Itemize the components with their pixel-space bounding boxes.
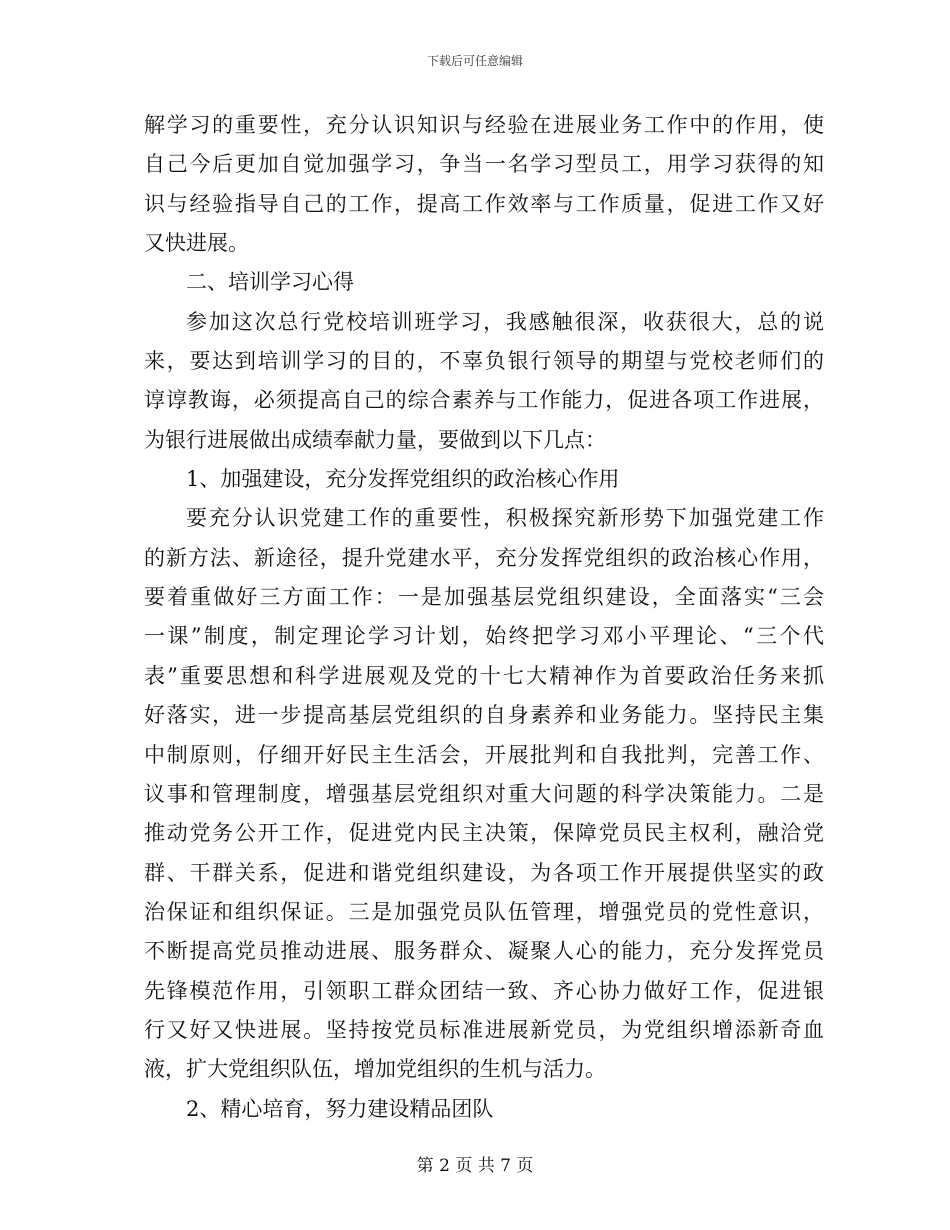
body-line: 表”重要思想和科学进展观及党的十七大精神作为首要政治任务来抓	[144, 663, 824, 688]
body-line: 来，要达到培训学习的目的，不辜负银行领导的期望与党校老师们的	[144, 349, 824, 374]
body-line: 一课”制度，制定理论学习计划，始终把学习邓小平理论、“三个代	[144, 624, 824, 649]
body-line: 又快进展。	[144, 231, 249, 256]
page-header: 下载后可任意编辑	[426, 54, 523, 68]
body-line: 行又好又快进展。坚持按党员标准进展新党员，为党组织增添新奇血	[144, 1017, 824, 1042]
subsection-heading: 2、精心培育，努力建设精品团队	[186, 1096, 494, 1121]
body-line: 要着重做好三方面工作：一是加强基层党组织建设，全面落实“三会	[144, 585, 824, 610]
body-line: 参加这次总行党校培训班学习，我感触很深，收获很大，总的说	[186, 309, 824, 334]
body-line: 要充分认识党建工作的重要性，积极探究新形势下加强党建工作	[186, 506, 824, 531]
body-line: 液，扩大党组织队伍，增加党组织的生机与活力。	[144, 1057, 606, 1082]
body-line: 好落实，进一步提高基层党组织的自身素养和业务能力。坚持民主集	[144, 703, 824, 728]
body-text	[144, 106, 824, 1129]
page-number: 第 2 页 共 7 页	[416, 1156, 534, 1176]
body-line: 自己今后更加自觉加强学习，争当一名学习型员工，用学习获得的知	[144, 152, 824, 177]
body-line: 群、干群关系，促进和谐党组织建设，为各项工作开展提供坚实的政	[144, 860, 824, 885]
body-line: 为银行进展做出成绩奉献力量，要做到以下几点：	[144, 427, 606, 452]
subsection-heading: 1、加强建设，充分发挥党组织的政治核心作用	[186, 467, 620, 492]
section-heading: 二、培训学习心得	[186, 270, 354, 295]
body-line: 不断提高党员推动进展、服务群众、凝聚人心的能力，充分发挥党员	[144, 939, 824, 964]
body-line: 解学习的重要性，充分认识知识与经验在进展业务工作中的作用，使	[144, 113, 824, 137]
body-line: 识与经验指导自己的工作，提高工作效率与工作质量，促进工作又好	[144, 191, 824, 216]
body-line: 治保证和组织保证。三是加强党员队伍管理，增强党员的党性意识，	[144, 899, 824, 924]
body-line: 议事和管理制度，增强基层党组织对重大问题的科学决策能力。二是	[144, 781, 824, 806]
body-line: 推动党务公开工作，促进党内民主决策，保障党员民主权利，融洽党	[144, 821, 824, 846]
body-line: 的新方法、新途径，提升党建水平，充分发挥党组织的政治核心作用，	[144, 545, 824, 570]
body-line: 中制原则，仔细开好民主生活会，开展批判和自我批判，完善工作、	[144, 742, 824, 767]
body-line: 谆谆教诲，必须提高自己的综合素养与工作能力，促进各项工作进展，	[144, 388, 824, 413]
body-line: 先锋模范作用，引领职工群众团结一致、齐心协力做好工作，促进银	[144, 978, 824, 1003]
